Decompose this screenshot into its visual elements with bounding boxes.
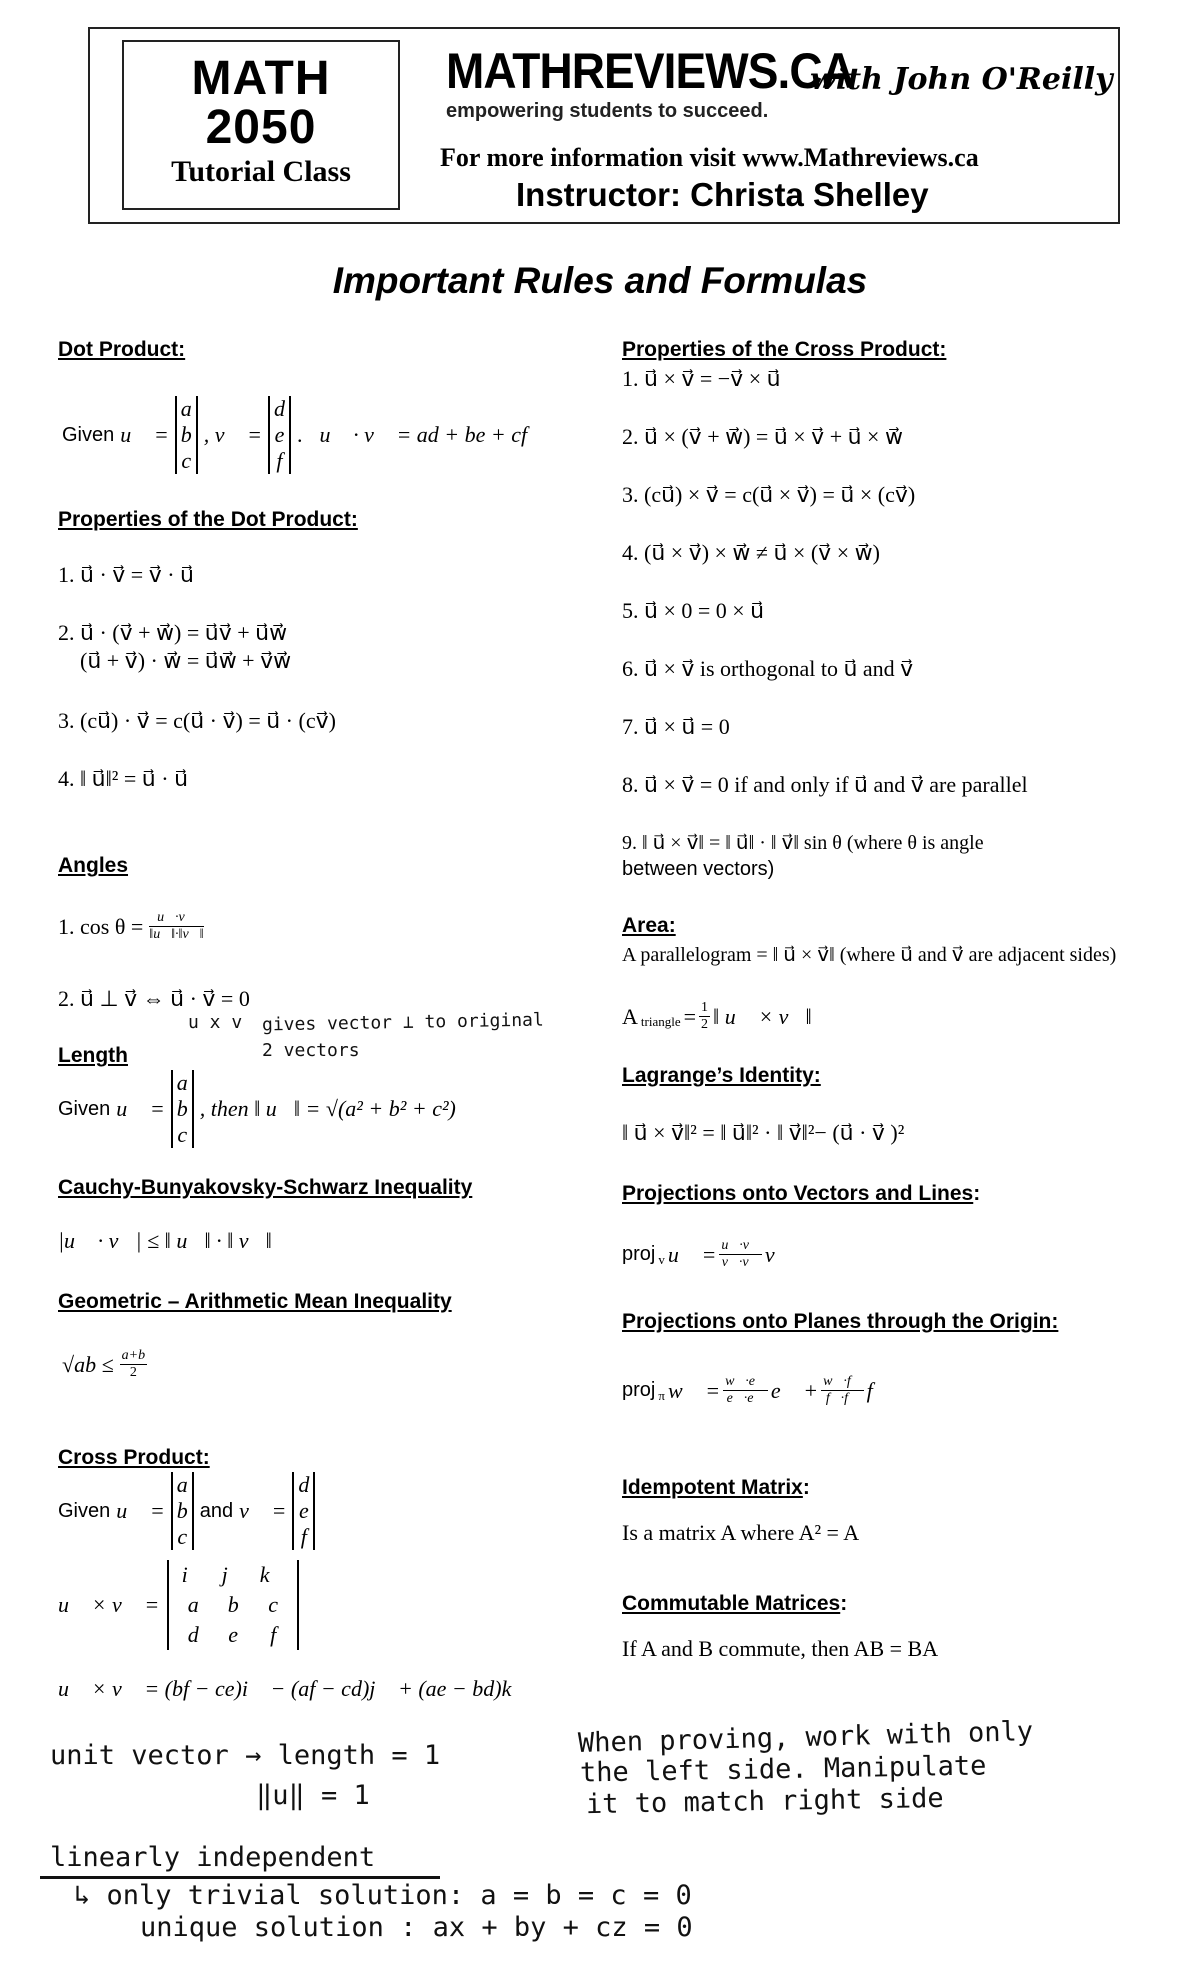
lagrange-formula: ‖ u⃗ × v⃗‖² = ‖ u⃗‖² · ‖ v⃗‖²− (u⃗ · v⃗ )²	[622, 1120, 905, 1145]
determinant-matrix: i⃗ j⃗ k⃗ a b c d e f	[167, 1560, 299, 1650]
cross-u-vector: a b c	[171, 1472, 194, 1550]
dot-prop-4: 4. ‖ u⃗‖² = u⃗ · u⃗	[58, 766, 189, 791]
course-box	[122, 40, 400, 210]
cross-prop-5: 5. u⃗ × 0 = 0 × u⃗	[622, 598, 765, 623]
idempotent-heading-row: Idempotent Matrix:	[622, 1476, 810, 1499]
given-label: Given	[62, 423, 115, 446]
proj-planes-heading: Projections onto Planes through the Origin:	[622, 1310, 1059, 1333]
cross-expansion: u⃗ × v⃗ = (bf − ce)i⃗ − (af − cd)j⃗ + (ae − bd)k⃗	[58, 1676, 529, 1701]
note-gives-vector: gives vector ⊥ to original	[261, 1009, 544, 1036]
proj-lines-heading-row: Projections onto Vectors and Lines:	[622, 1182, 981, 1205]
cbs-formula: |u⃗ · v⃗| ≤ ‖ u⃗‖ · ‖ v⃗‖	[58, 1228, 272, 1253]
note-underline	[40, 1876, 440, 1879]
area-parallelogram: A parallelogram = ‖ u⃗ × v⃗‖ (where u⃗ and v⃗ are adjacent sides)	[622, 944, 1117, 966]
commutable-heading: Commutable Matrices	[622, 1592, 841, 1615]
commutable-heading-row: Commutable Matrices:	[622, 1592, 848, 1615]
cross-heading: Cross Product:	[58, 1446, 210, 1469]
site-name: MATHREVIEWS.CA	[446, 43, 854, 99]
area-triangle: A triangle = $\frac{1}{2}$ ‖ u⃗ × v⃗‖	[622, 1000, 812, 1032]
cross-prop-7: 7. u⃗ × u⃗ = 0	[622, 714, 730, 739]
cross-determinant: u⃗ × v⃗ = i⃗ j⃗ k⃗ a b c d e f	[58, 1560, 299, 1650]
length-u-vector: a b c	[171, 1070, 194, 1148]
dot-product-given: Given u⃗ = a b c , v⃗ = d e f . u⃗ · v⃗ = ad + be + cf	[62, 396, 528, 473]
cbs-heading: Cauchy-Bunyakovsky-Schwarz Inequality	[58, 1176, 473, 1199]
dot-prop-2b: (u⃗ + v⃗) · w⃗ = u⃗w⃗ + v⃗w⃗	[80, 648, 292, 673]
course-line-3: Tutorial Class	[171, 155, 351, 188]
angles-heading: Angles	[58, 854, 129, 877]
more-info: For more information visit www.Mathreviews.ca	[440, 143, 979, 172]
length-heading: Length	[58, 1044, 128, 1067]
dot-product-heading: Dot Product:	[58, 338, 186, 361]
tagline: empowering students to succeed.	[446, 100, 769, 122]
cross-prop-2: 2. u⃗ × (v⃗ + w⃗) = u⃗ × v⃗ + u⃗ × w⃗	[622, 424, 903, 449]
note-uxv: u x v	[188, 1012, 243, 1033]
cross-prop-1: 1. u⃗ × v⃗ = −v⃗ × u⃗	[622, 366, 781, 391]
dot-prop-3: 3. (cu⃗) · v⃗ = c(u⃗ · v⃗) = u⃗ · (cv⃗)	[58, 708, 336, 733]
u-column-vector: a b c	[175, 396, 198, 474]
idempotent-heading: Idempotent Matrix	[622, 1476, 803, 1499]
note-two-vectors: 2 vectors	[262, 1040, 360, 1061]
note-trivial-solution: ↳ only trivial solution: a = b = c = 0	[74, 1880, 692, 1911]
commutable-text: If A and B commute, then AB = BA	[622, 1636, 939, 1661]
note-linearly-independent: linearly independent	[50, 1842, 376, 1873]
note-unit-norm: ‖u‖ = 1	[256, 1780, 370, 1811]
page-title: Important Rules and Formulas	[332, 260, 868, 301]
note-unit-vector: unit vector → length = 1	[50, 1740, 441, 1771]
gam-formula: √ab ≤ $\frac{a+b}{2}$	[62, 1348, 146, 1380]
v-column-vector: d e f	[268, 396, 291, 474]
proj-lines-heading: Projections onto Vectors and Lines	[622, 1182, 974, 1205]
cross-prop-9b: between vectors)	[622, 858, 775, 880]
angle-formula-2: 2. u⃗ ⊥ v⃗ ⇔ u⃗ · v⃗ = 0	[58, 986, 250, 1011]
length-formula: Given u⃗ = a b c , then ‖ u⃗‖ = √(a² + b² + c²)	[58, 1070, 456, 1147]
note-proving-2: the left side. Manipulate	[579, 1750, 987, 1789]
cross-props-heading: Properties of the Cross Product:	[622, 338, 947, 361]
cross-v-vector: d e f	[292, 1472, 315, 1550]
course-line-1: MATH	[191, 52, 331, 105]
instructor: Instructor: Christa Shelley	[516, 176, 929, 213]
cross-prop-9a: 9. ‖ u⃗ × v⃗‖ = ‖ u⃗‖ · ‖ v⃗‖ sin θ (where θ is angle	[622, 832, 984, 854]
proj-lines-formula: proj v u⃗ = $\frac{u⃗\cdot v⃗}{v⃗\cdot v⃗}$ v⃗	[622, 1238, 792, 1270]
dot-prop-2a: 2. u⃗ · (v⃗ + w⃗) = u⃗v⃗ + u⃗w⃗	[58, 620, 288, 645]
idempotent-text: Is a matrix A where A² = A	[622, 1520, 860, 1545]
with-author: with John O'Reilly	[810, 62, 1113, 97]
cross-prop-6: 6. u⃗ × v⃗ is orthogonal to u⃗ and v⃗	[622, 656, 914, 681]
note-unique-solution: unique solution : ax + by + cz = 0	[140, 1912, 693, 1943]
cos-fraction: $\frac{u⃗\cdot v⃗}{‖u⃗‖\cdot‖v⃗‖}$	[149, 910, 204, 942]
note-proving-1: When proving, work with only	[577, 1716, 1034, 1759]
course-line-2: 2050	[205, 101, 317, 154]
dot-product-formula: u⃗ · v⃗ = ad + be + cf	[319, 422, 528, 447]
cross-prop-3: 3. (cu⃗) × v⃗ = c(u⃗ × v⃗) = u⃗ × (cv⃗)	[622, 482, 916, 507]
lagrange-heading: Lagrange’s Identity:	[622, 1064, 821, 1087]
angle-formula-1: 1. cos θ = $\frac{u⃗\cdot v⃗}{‖u⃗‖\cdot‖v⃗‖}$	[58, 910, 204, 942]
dot-props-heading: Properties of the Dot Product:	[58, 508, 358, 531]
dot-prop-1: 1. u⃗ · v⃗ = v⃗ · u⃗	[58, 562, 194, 587]
proj-planes-formula: proj π w⃗ = $\frac{w⃗\cdot e⃗}{e⃗\cdot e⃗}$ e⃗ + $\frac{w⃗\cdot f⃗}{f⃗\cdot f⃗}$ f⃗	[622, 1374, 890, 1406]
cross-given: Given u⃗ = a b c and v⃗ = d e f	[58, 1472, 315, 1550]
gam-heading: Geometric – Arithmetic Mean Inequality	[58, 1290, 452, 1313]
note-proving-3: it to match right side	[585, 1782, 944, 1821]
cross-prop-4: 4. (u⃗ × v⃗) × w⃗ ≠ u⃗ × (v⃗ × w⃗)	[622, 540, 880, 565]
area-heading: Area:	[622, 914, 676, 937]
cross-prop-8: 8. u⃗ × v⃗ = 0 if and only if u⃗ and v⃗ are parallel	[622, 772, 1028, 797]
